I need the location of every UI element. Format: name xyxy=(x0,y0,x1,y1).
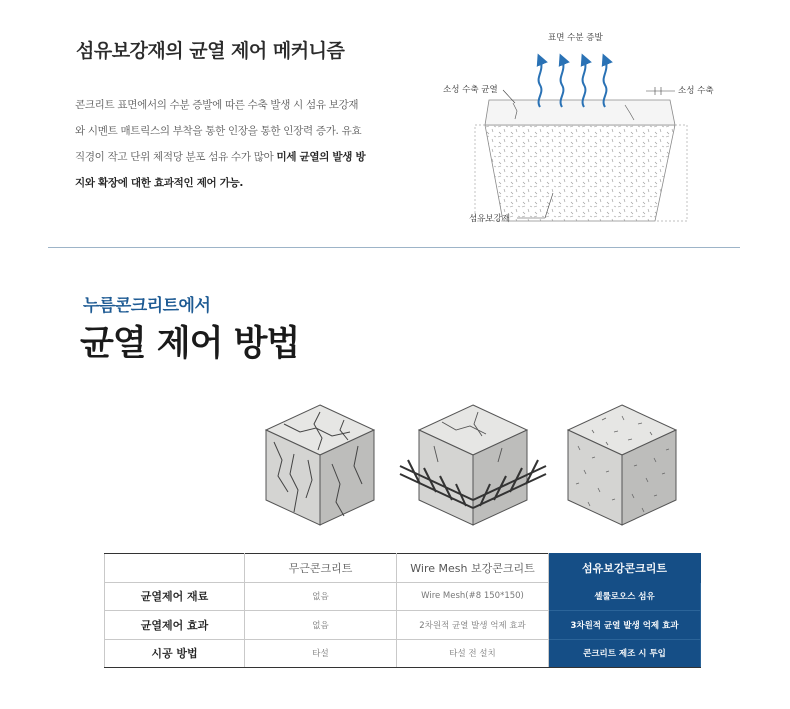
column-header-fiber: 섬유보강콘크리트 xyxy=(549,554,701,583)
table-cell-highlight: 셀룰로오스 섬유 xyxy=(549,582,701,611)
table-cell: 타설 xyxy=(245,639,397,668)
table-corner-cell xyxy=(105,554,245,583)
row-header: 균열제어 효과 xyxy=(105,611,245,640)
table-row xyxy=(105,639,701,668)
section-subtitle: 누름콘크리트에서 xyxy=(83,296,211,316)
evaporation-label: 표면 수분 증발 xyxy=(548,33,603,43)
crack-label: 소성 수축 균열 xyxy=(443,85,498,95)
mechanism-title: 섬유보강재의 균열 제어 메커니즘 xyxy=(76,40,345,62)
table-cell: Wire Mesh(#8 150*150) xyxy=(397,582,549,611)
mechanism-description-plain: 콘크리트 표면에서의 수분 증발에 따른 수축 발생 시 섬유 보강재와 시멘트 매트릭스의 부착을 통한 인장을 통한 인장력 증가. 유효직경이 작고 단위 체적당 분포 섬유 수가 많아 xyxy=(75,99,362,163)
crack-mechanism-diagram xyxy=(425,25,725,235)
shrinkage-label: 소성 수축 xyxy=(678,86,714,96)
section-divider xyxy=(48,247,740,248)
row-header: 균열제어 재료 xyxy=(105,582,245,611)
wire-mesh-cube-icon xyxy=(398,402,548,532)
table-cell-highlight: 콘크리트 제조 시 투입 xyxy=(549,639,701,668)
table-cell: 없음 xyxy=(245,582,397,611)
table-cell: 없음 xyxy=(245,611,397,640)
row-header: 시공 방법 xyxy=(105,639,245,668)
table-row xyxy=(105,582,701,611)
column-header-plain: 무근콘크리트 xyxy=(245,554,397,583)
table-header-row xyxy=(105,554,701,583)
table-cell-highlight: 3차원적 균열 발생 억제 효과 xyxy=(549,611,701,640)
table-row xyxy=(105,611,701,640)
table-cell: 2차원적 균열 발생 억제 효과 xyxy=(397,611,549,640)
fiber-cube-icon xyxy=(562,402,682,532)
comparison-table xyxy=(104,553,701,668)
mechanism-description-bold: 미세 균열의 발생 방지와 확장에 대한 효과적인 제어 가능. xyxy=(75,151,366,189)
mechanism-description xyxy=(75,92,367,196)
section-title: 균열 제어 방법 xyxy=(80,324,300,364)
fiber-label: 섬유보강재 xyxy=(469,214,511,224)
column-header-wire-mesh: Wire Mesh 보강콘크리트 xyxy=(397,554,549,583)
cracked-cube-icon xyxy=(260,402,380,532)
table-cell: 타설 전 설치 xyxy=(397,639,549,668)
diagram-illustration xyxy=(425,25,725,235)
